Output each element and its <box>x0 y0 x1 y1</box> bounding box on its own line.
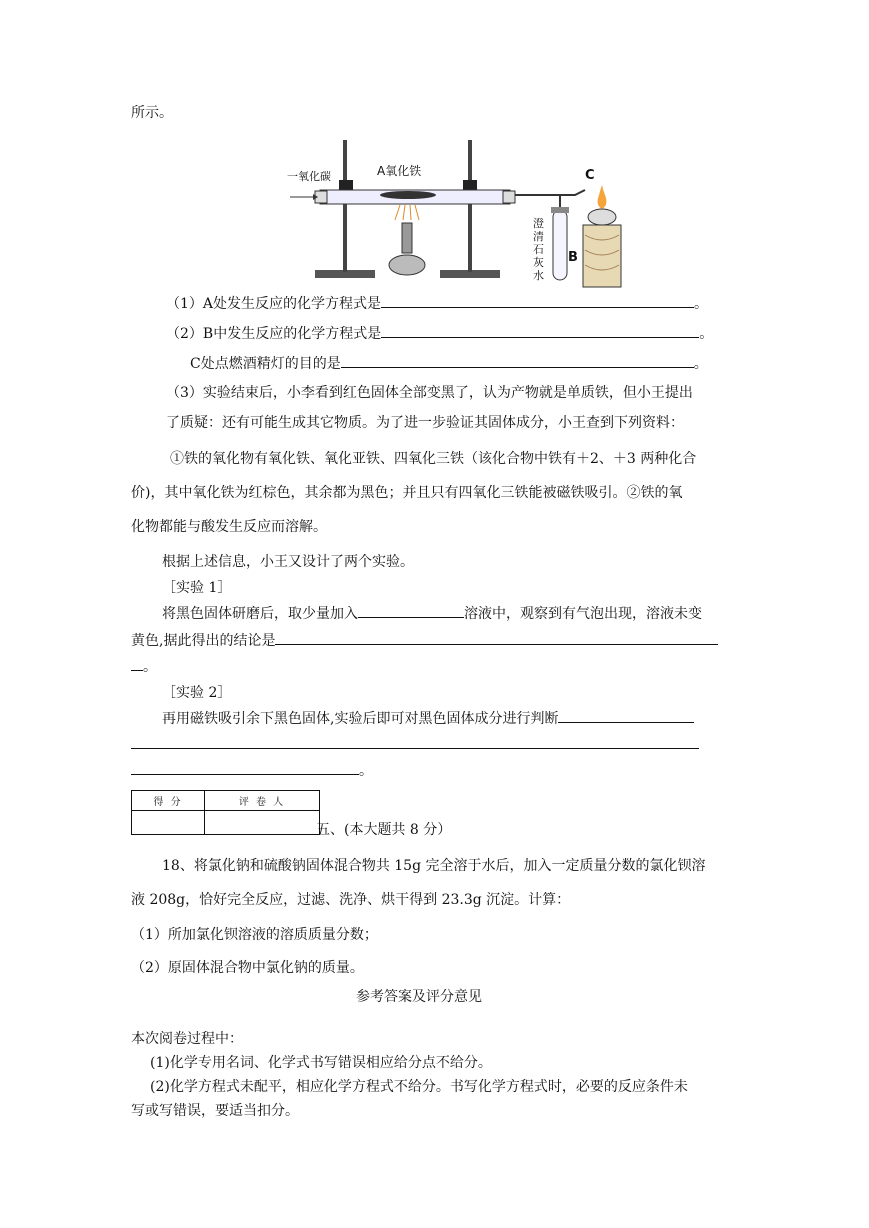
blank-exp1-conclusion-cont[interactable] <box>131 656 143 671</box>
blank-exp2-line2[interactable] <box>131 734 699 749</box>
score-cell[interactable] <box>132 811 205 835</box>
marking-rule-2-line1: (2)化学方程式未配平，相应化学方程式不给分。书写化学方程式时，必要的反应条件未 <box>150 1079 688 1095</box>
intro-text: 所示。 <box>131 105 173 121</box>
grader-header: 评 卷 人 <box>205 791 320 811</box>
label-carbon-monoxide: 一氧化碳 <box>287 170 331 183</box>
label-limewater-3: 石 <box>533 243 544 256</box>
experiment-1-line2: 黄色,据此得出的结论是 <box>131 630 718 651</box>
score-header: 得 分 <box>132 791 205 811</box>
label-c: C <box>585 168 595 183</box>
experiment-1-line3: 。 <box>131 656 157 677</box>
experiment-2-line3: 。 <box>131 760 373 781</box>
experiment-apparatus-figure <box>285 135 625 295</box>
experiment-2-line2 <box>131 734 699 755</box>
experiment-1-title: ［实验 1］ <box>162 580 232 596</box>
question-18-sub1: （1）所加氯化钡溶液的溶质质量分数； <box>131 927 378 943</box>
answer-title: 参考答案及评分意见 <box>356 989 482 1005</box>
blank-exp1-conclusion[interactable] <box>275 630 718 645</box>
label-limewater-4: 灰 <box>533 256 544 269</box>
label-limewater-1: 澄 <box>533 217 544 230</box>
experiment-1-line1: 将黑色固体研磨后，取少量加入 溶液中，观察到有气泡出现，溶液未变 <box>162 603 702 624</box>
info-line1: ①铁的氧化物有氧化铁、氧化亚铁、四氧化三铁（该化合物中铁有＋2、＋3 两种化合 <box>170 451 697 467</box>
blank-exp1-solution[interactable] <box>358 603 464 618</box>
question-18-sub2: （2）原固体混合物中氯化钠的质量。 <box>131 960 364 976</box>
info-line2: 价)，其中氧化铁为红棕色，其余都为黑色；并且只有四氧化三铁能被磁铁吸引。②铁的氧 <box>131 485 683 501</box>
question-3-line1: （3）实验结束后，小李看到红色固体全部变黑了，认为产物就是单质铁，但小王提出 <box>166 385 693 401</box>
section-5-title: 五、(本大题共 8 分） <box>316 822 452 838</box>
grader-cell[interactable] <box>205 811 320 835</box>
label-b: B <box>568 250 578 265</box>
question-2: （2）B中发生反应的化学方程式是 。 <box>166 323 713 344</box>
blank-q2c[interactable] <box>341 353 694 368</box>
marking-rule-2-line2: 写或写错误，要适当扣分。 <box>131 1103 299 1119</box>
label-a-iron-oxide: A氧化铁 <box>377 164 422 178</box>
question-18-line1: 18、将氯化钠和硫酸钠固体混合物共 15g 完全溶于水后，加入一定质量分数的氯化钡溶 <box>162 858 706 874</box>
question-3-line2: 了质疑：还有可能生成其它物质。为了进一步验证其固体成分，小王查到下列资料： <box>166 415 684 431</box>
blank-exp2-line3[interactable] <box>131 760 359 775</box>
question-1: （1）A处发生反应的化学方程式是 。 <box>166 293 708 314</box>
info-line3: 化物都能与酸发生反应而溶解。 <box>131 519 327 535</box>
marking-rule-1: (1)化学专用名词、化学式书写错误相应给分点不给分。 <box>150 1055 492 1071</box>
blank-exp2-judgement[interactable] <box>558 708 694 723</box>
question-2c: C处点燃酒精灯的目的是 。 <box>190 353 708 374</box>
marking-intro: 本次阅卷过程中： <box>131 1031 243 1047</box>
experiment-2-line1: 再用磁铁吸引余下黑色固体,实验后即可对黑色固体成分进行判断 <box>162 708 694 729</box>
design-text: 根据上述信息，小王又设计了两个实验。 <box>162 554 414 570</box>
blank-q1[interactable] <box>381 293 694 308</box>
experiment-2-title: ［实验 2］ <box>162 685 232 701</box>
score-table <box>131 790 320 835</box>
blank-q2[interactable] <box>381 323 699 338</box>
label-limewater-5: 水 <box>533 269 544 282</box>
question-18-line2: 液 208g，恰好完全反应，过滤、洗净、烘干得到 23.3g 沉淀。计算： <box>131 892 571 908</box>
label-limewater-2: 清 <box>533 230 544 243</box>
